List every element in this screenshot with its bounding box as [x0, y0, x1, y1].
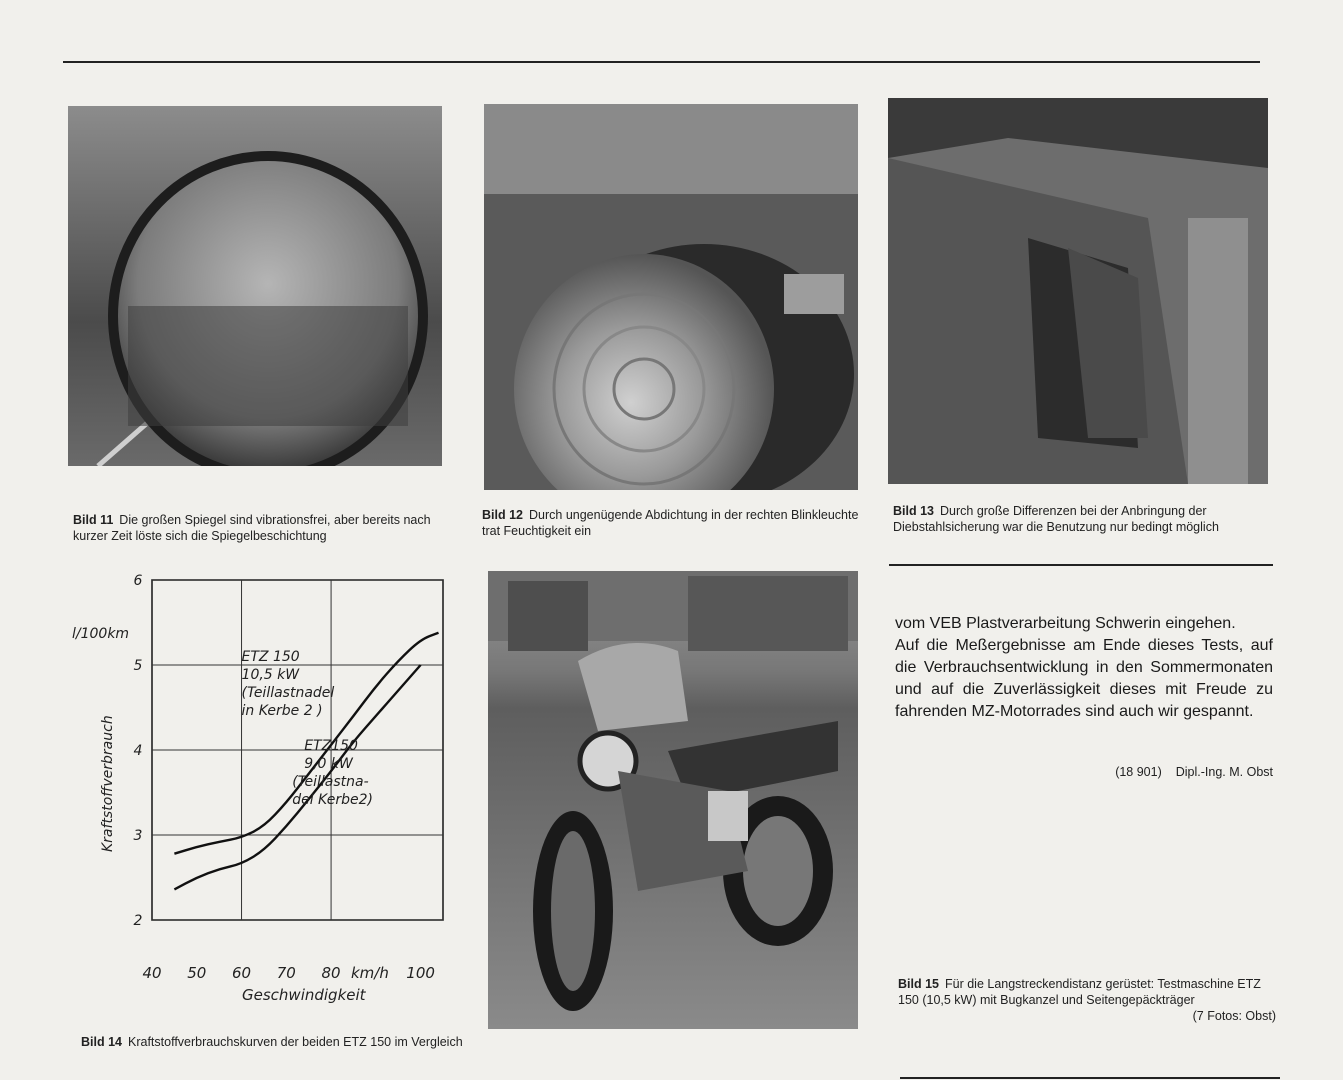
caption-bild15-credit: (7 Fotos: Obst): [1192, 1009, 1276, 1023]
top-rule: [63, 61, 1260, 63]
chart-y-tick-label: 5: [133, 658, 143, 674]
chart-y-unit: l/100km: [72, 626, 130, 642]
chart-x-tick-label: 50: [187, 964, 207, 982]
chart-series-label-1: in Kerbe 2 ): [241, 702, 323, 719]
fuel-consumption-chart: [70, 568, 470, 1008]
chart-grid: [152, 580, 443, 920]
caption-bild12: [482, 507, 862, 539]
chart-y-tick-label: 2: [133, 913, 143, 929]
caption-bild13-label: Bild 13: [893, 504, 934, 518]
chart-y-tick-label: 6: [133, 573, 143, 589]
chart-y-label: Kraftstoffverbrauch: [100, 715, 116, 852]
chart-series-label-2: del Kerbe2): [292, 792, 373, 808]
article-paragraph-1: vom VEB Plastverarbeitung Schwerin eingehen.: [895, 615, 1236, 632]
caption-bild12-text: Durch ungenügende Abdichtung in der rechten Blinkleuchte trat Feuchtigkeit ein: [482, 508, 859, 538]
article-author: Dipl.-Ing. M. Obst: [1175, 765, 1273, 779]
chart-x-tick-label: 70: [276, 964, 296, 982]
photo-lock-mount: [888, 98, 1268, 484]
chart-series-label-1: ETZ 150: [241, 648, 300, 665]
caption-bild14-label: Bild 14: [81, 1035, 122, 1049]
chart-x-tick-label: 80: [321, 964, 341, 982]
caption-bild13: [893, 503, 1271, 535]
chart-series-label-2: ETZ150: [304, 738, 358, 754]
chart-y-tick-label: 3: [133, 828, 143, 844]
caption-bild15: [898, 976, 1276, 1024]
chart-series-label-1: (Teillastnadel: [241, 684, 335, 701]
chart-x-tick-label: 40: [142, 964, 162, 982]
caption-bild15-label: Bild 15: [898, 977, 939, 991]
chart-x-tick-label: 60: [231, 964, 252, 982]
chart-x-tick-label: 100: [406, 964, 435, 982]
photo-mirror: [68, 106, 442, 466]
caption-bild11-text: Die großen Spiegel sind vibrationsfrei, aber bereits nach kurzer Zeit löste sich die Spiegelbeschichtung: [73, 513, 431, 543]
caption-bild15-text: Für die Langstreckendistanz gerüstet: Testmaschine ETZ 150 (10,5 kW) mit Bugkanzel und Seitengepäckträger: [898, 977, 1261, 1007]
article-text: [895, 613, 1273, 723]
chart-series: [174, 633, 438, 890]
chart-x-unit: km/h: [351, 964, 389, 982]
caption-bild12-label: Bild 12: [482, 508, 523, 522]
caption-bild13-text: Durch große Differenzen bei der Anbringung der Diebstahlsicherung war die Benutzung nur bedingt möglich: [893, 504, 1219, 534]
article-reference: (18 901): [1115, 765, 1162, 779]
photo-indicator-lamp: [484, 104, 858, 490]
caption-bild14: [81, 1034, 471, 1050]
chart-series-label-2: (Teillastna-: [292, 774, 369, 790]
caption-bild11-label: Bild 11: [73, 513, 114, 527]
caption-bild14-text: Kraftstoffverbrauchskurven der beiden ETZ 150 im Vergleich: [128, 1035, 463, 1049]
right-column-rule: [889, 564, 1273, 566]
caption-bild11: [73, 512, 453, 544]
chart-series-label-2: 9,0 kW: [304, 756, 353, 772]
photo-motorcycle: [488, 571, 858, 1029]
article-byline: [895, 765, 1273, 779]
article-paragraph-2: Auf die Meßergebnisse am Ende dieses Tests, auf die Verbrauchsentwicklung in den Sommermonaten und auf die Zuverlässigkeit dieses mit Freude zu fahrenden MZ-Motorrades sind auch wir gespannt.: [895, 637, 1273, 720]
chart-series-label-1: 10,5 kW: [241, 666, 300, 683]
bottom-rule: [900, 1077, 1280, 1079]
chart-y-tick-label: 4: [133, 743, 143, 759]
chart-x-label: Geschwindigkeit: [242, 986, 366, 1004]
